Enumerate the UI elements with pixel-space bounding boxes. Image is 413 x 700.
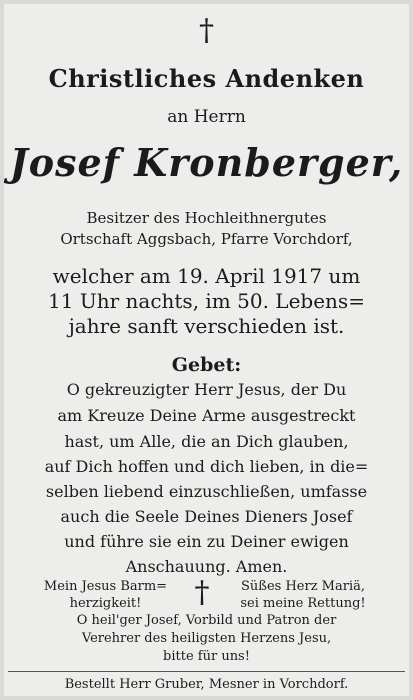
occupation-line-2: Ortschaft Aggsbach, Pfarre Vorchdorf, [60,230,353,248]
prayer-line: am Kreuze Deine Arme ausgestreckt [57,406,356,425]
footer-imprint: Bestellt Herr Gruber, Mesner in Vorchdorf. [64,677,349,692]
prayer-line: Anschauung. Amen. [125,557,288,576]
death-line-1: welcher am 19. April 1917 um [52,264,361,288]
ejaculation-right-line-1: Süßes Herz Mariä, [240,579,365,594]
prayer-line: auf Dich hoffen und dich lieben, in die= [44,457,369,476]
prayer-line: O gekreuzigter Herr Jesus, der Du [66,380,347,399]
ejaculation-right-line-2: sei meine Rettung! [240,596,366,611]
salutation: an Herrn [167,107,246,127]
prayer-line: hast, um Alle, die an Dich glauben, [64,432,349,451]
ejaculation-line-5: bitte für uns! [163,649,250,664]
death-line-2: 11 Uhr nachts, im 50. Lebens= [48,289,365,313]
deceased-name: Josef Kronberger, [9,140,404,185]
ejaculation-left-line-1: Mein Jesus Barm= [43,579,168,594]
cross-icon: † [199,13,214,48]
prayer-line: auch die Seele Deines Dieners Josef [60,507,353,526]
occupation-line-1: Besitzer des Hochleithnergutes [86,209,327,227]
ejaculation-line-4: Verehrer des heiligsten Herzens Jesu, [81,631,332,646]
prayer-line: und führe sie ein zu Deiner ewigen [64,532,349,551]
footer-divider [8,671,405,672]
ejaculation-line-3: O heil'ger Josef, Vorbild und Patron der [76,613,337,628]
prayer-line: selben liebend einzuschließen, umfasse [45,482,368,501]
card-heading: Christliches Andenken [48,64,365,93]
death-line-3: jahre sanft verschieden ist. [68,314,345,338]
prayer-title: Gebet: [171,354,242,376]
small-cross-icon: † [194,575,210,610]
ejaculation-left-line-2: herzigkeit! [69,596,142,611]
